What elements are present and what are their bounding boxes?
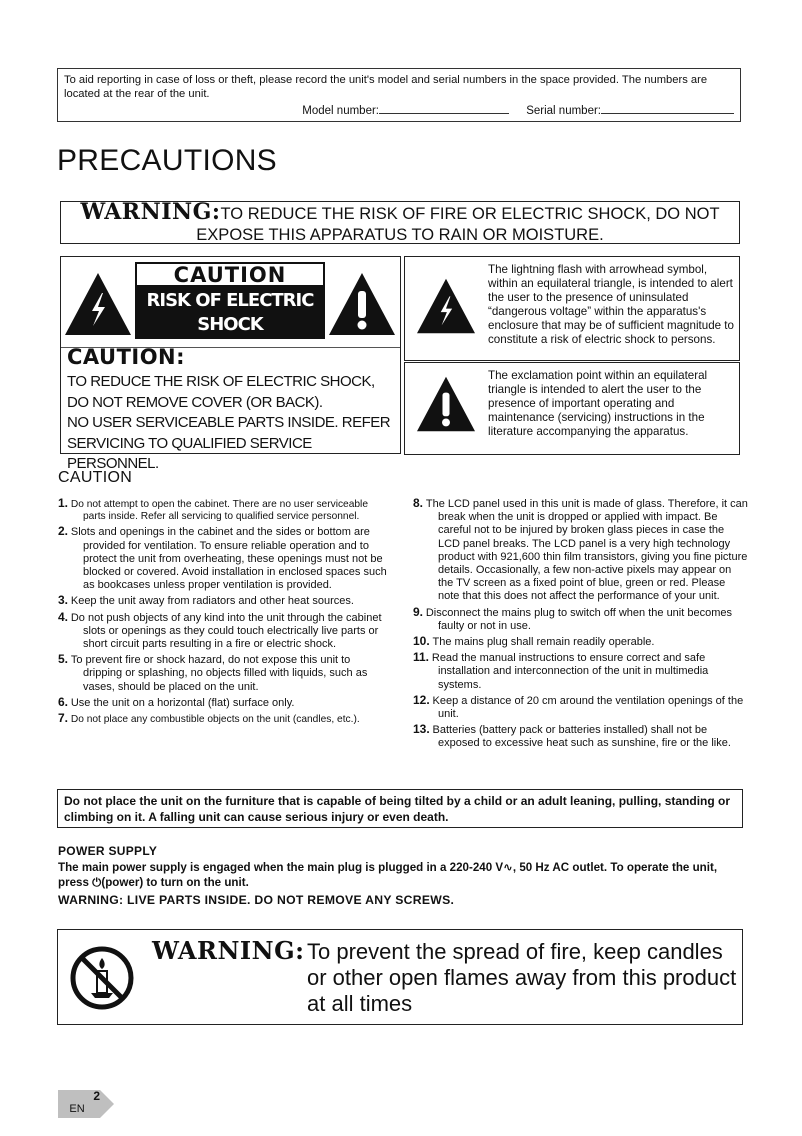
caution-list-right <box>413 497 748 753</box>
live-parts-warning: WARNING: LIVE PARTS INSIDE. DO NOT REMOVE ANY SCREWS. <box>58 893 455 907</box>
lightning-triangle-icon <box>63 271 133 337</box>
page-title: PRECAUTIONS <box>57 144 277 177</box>
record-fields <box>58 102 734 118</box>
list-item: 11. Read the manual instructions to ensure correct and safe installation and interconnection of the unit in multimedia systems. <box>413 650 709 691</box>
list-item: 2. Slots and openings in the cabinet and the sides or bottom are provided for ventilation. To ensure reliable operation and to protect the unit from overheating, these openings must not be blocked or covered. Avoid installation in enclosed spaces such as bookcases unless proper ventilation is provided. <box>58 524 387 592</box>
flame-warning-label: WARNING: <box>152 936 305 965</box>
caution-label-top: CAUTION <box>135 262 325 287</box>
record-numbers-box <box>57 68 741 122</box>
page-language: EN <box>69 1103 85 1115</box>
serial-number-label: Serial number: <box>526 105 601 117</box>
model-number-blank[interactable] <box>379 102 509 114</box>
tilt-warning-box: Do not place the unit on the furniture that is capable of being tilted by a child or an adult leaning, pulling, standing or climbing on it. A falling unit can cause serious injury or even death. <box>57 789 743 828</box>
power-supply-title: POWER SUPPLY <box>58 844 158 858</box>
power-supply-text: The main power supply is engaged when the main plug is plugged in a 220-240 V∿, 50 Hz AC outlet. To operate the unit, press ⏻(power) to turn on the unit. <box>58 861 718 889</box>
main-warning-box <box>60 201 740 244</box>
lightning-symbol-text: The lightning flash with arrowhead symbol, within an equilateral triangle, is intended to alert the user to the presence of uninsulated “dangerous voltage” within the apparatus's enclosure that may be of sufficient magnitude to constitute a risk of electric shock to persons. <box>488 263 734 346</box>
list-item: 8. The LCD panel used in this unit is made of glass. Therefore, it can break when the unit is dropped or applied with impact. Be careful not to be injured by broken glass pieces in case the LCD panel breaks. The LCD panel is a very high technology product with 921,600 thin film transistors, giving you fine picture details. Occasionally, a few non-active pixels may appear on the TV screen as a fixed point of blue, green or red. Please note that this does not affect the performance of your unit. <box>413 496 748 603</box>
exclamation-triangle-icon <box>327 271 397 337</box>
caution-label-bottom <box>135 287 325 359</box>
list-item: 7. Do not place any combustible objects on the unit (candles, etc.). <box>58 711 360 726</box>
main-warning-line1: TO REDUCE THE RISK OF FIRE OR ELECTRIC SHOCK, DO NOT <box>220 205 720 223</box>
caution-line: TO REDUCE THE RISK OF ELECTRIC SHOCK, <box>67 373 375 390</box>
exclamation-triangle-icon <box>415 375 477 433</box>
caution-line: DO NOT REMOVE COVER (OR BACK). <box>67 393 323 411</box>
list-item: 5. To prevent fire or shock hazard, do not expose this unit to dripping or splashing, no objects filled with liquids, such as vases, should be placed on the unit. <box>58 652 368 693</box>
list-item: 12. Keep a distance of 20 cm around the ventilation openings of the unit. <box>413 692 744 721</box>
page-number-tab <box>58 1090 112 1116</box>
caution-line: SERVICING TO QUALIFIED SERVICE PERSONNEL. <box>67 434 312 472</box>
page-number: 2 <box>93 1089 100 1103</box>
caution-list-left <box>58 497 388 728</box>
model-number-label: Model number: <box>302 105 379 117</box>
list-item: 6. Use the unit on a horizontal (flat) surface only. <box>58 694 295 709</box>
exclamation-symbol-box <box>404 362 740 455</box>
caution-lines <box>67 372 400 475</box>
record-instructions: To aid reporting in case of loss or theft, please record the unit's model and serial numbers in the space provided. The numbers are located at the rear of the unit. <box>64 74 708 100</box>
lightning-triangle-icon <box>415 277 477 335</box>
caution-label-line2: DO NOT OPEN <box>164 338 296 359</box>
list-item: 1. Do not attempt to open the cabinet. There are no user serviceable parts inside. Refer all servicing to qualified service personnel. <box>58 496 368 523</box>
caution-line: NO USER SERVICEABLE PARTS INSIDE. REFER <box>67 414 391 431</box>
exclamation-symbol-text: The exclamation point within an equilateral triangle is intended to alert the user to the presence of important operating and maintenance (servicing) instructions in the literature accompanying the apparatus. <box>488 369 708 438</box>
lightning-symbol-box <box>404 256 740 361</box>
caution-subheading: CAUTION <box>58 469 133 486</box>
main-warning-label: WARNING: <box>80 199 221 225</box>
caution-label <box>135 262 325 359</box>
caution-heading: CAUTION: <box>67 345 186 369</box>
serial-number-blank[interactable] <box>601 102 734 114</box>
flame-warning-box <box>57 929 743 1025</box>
no-open-flame-icon <box>69 945 135 1011</box>
list-item: 10. The mains plug shall remain readily operable. <box>413 634 655 649</box>
caution-panel <box>60 256 401 472</box>
list-item: 4. Do not push objects of any kind into the unit through the cabinet slots or openings as they could touch electrically live parts or short circuit parts resulting in a fire or electric shock. <box>58 609 382 651</box>
flame-warning-text: To prevent the spread of fire, keep candles or other open flames away from this product at all times <box>307 939 737 1016</box>
caution-label-line1: RISK OF ELECTRIC SHOCK <box>146 290 314 335</box>
list-item: 13. Batteries (battery pack or batteries installed) shall not be exposed to excessive heat such as sunshine, fire or the like. <box>413 722 731 750</box>
main-warning-line2: EXPOSE THIS APPARATUS TO RAIN OR MOISTURE. <box>196 226 604 244</box>
list-item: 9. Disconnect the mains plug to switch off when the unit becomes faulty or not in use. <box>413 604 732 632</box>
list-item: 3. Keep the unit away from radiators and other heat sources. <box>58 593 354 608</box>
